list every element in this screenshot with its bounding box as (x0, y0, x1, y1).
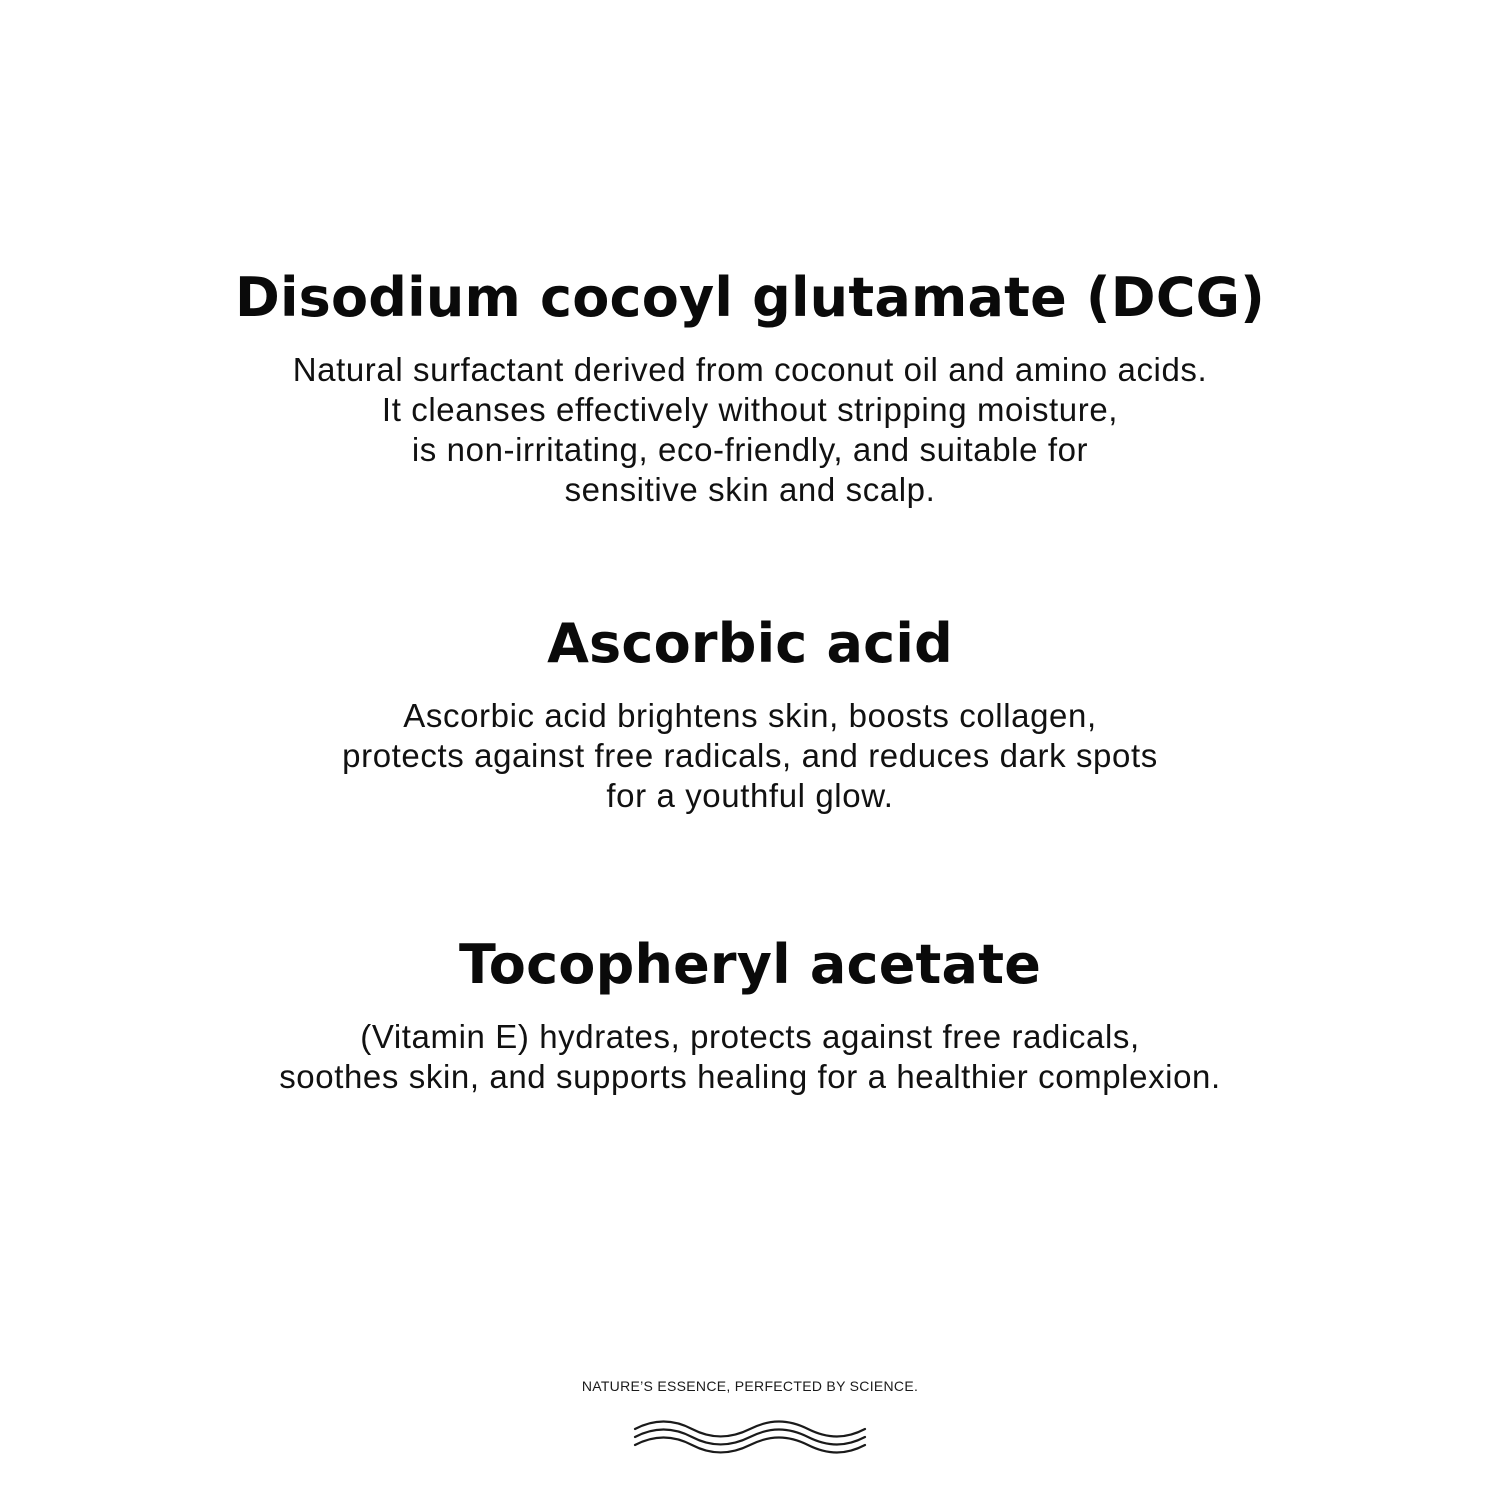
description-line: soothes skin, and supports healing for a healthier complexion. (279, 1058, 1221, 1095)
description-line: protects against free radicals, and reduces dark spots (342, 737, 1158, 774)
ingredient-heading: Ascorbic acid (547, 612, 953, 675)
ingredient-heading: Disodium cocoyl glutamate (DCG) (234, 266, 1266, 329)
ingredient-ascorbic-acid (0, 612, 1500, 816)
brand-tagline: NATURE’S ESSENCE, PERFECTED BY SCIENCE. (581, 1378, 919, 1394)
ingredient-dcg (0, 266, 1500, 510)
description-line: It cleanses effectively without stripping moisture, (381, 391, 1119, 428)
description-line: is non-irritating, eco-friendly, and suitable for (411, 431, 1089, 468)
waves-icon (633, 1415, 867, 1455)
ingredient-description (0, 1017, 1500, 1097)
description-line: Natural surfactant derived from coconut oil and amino acids. (292, 351, 1208, 388)
description-line: (Vitamin E) hydrates, protects against free radicals, (360, 1018, 1140, 1055)
ingredient-tocopheryl-acetate (0, 933, 1500, 1097)
description-line: Ascorbic acid brightens skin, boosts collagen, (403, 697, 1097, 734)
ingredient-heading: Tocopheryl acetate (458, 933, 1042, 996)
description-line: sensitive skin and scalp. (564, 471, 936, 508)
ingredient-description (0, 696, 1500, 816)
ingredient-description (0, 350, 1500, 510)
description-line: for a youthful glow. (606, 777, 894, 814)
